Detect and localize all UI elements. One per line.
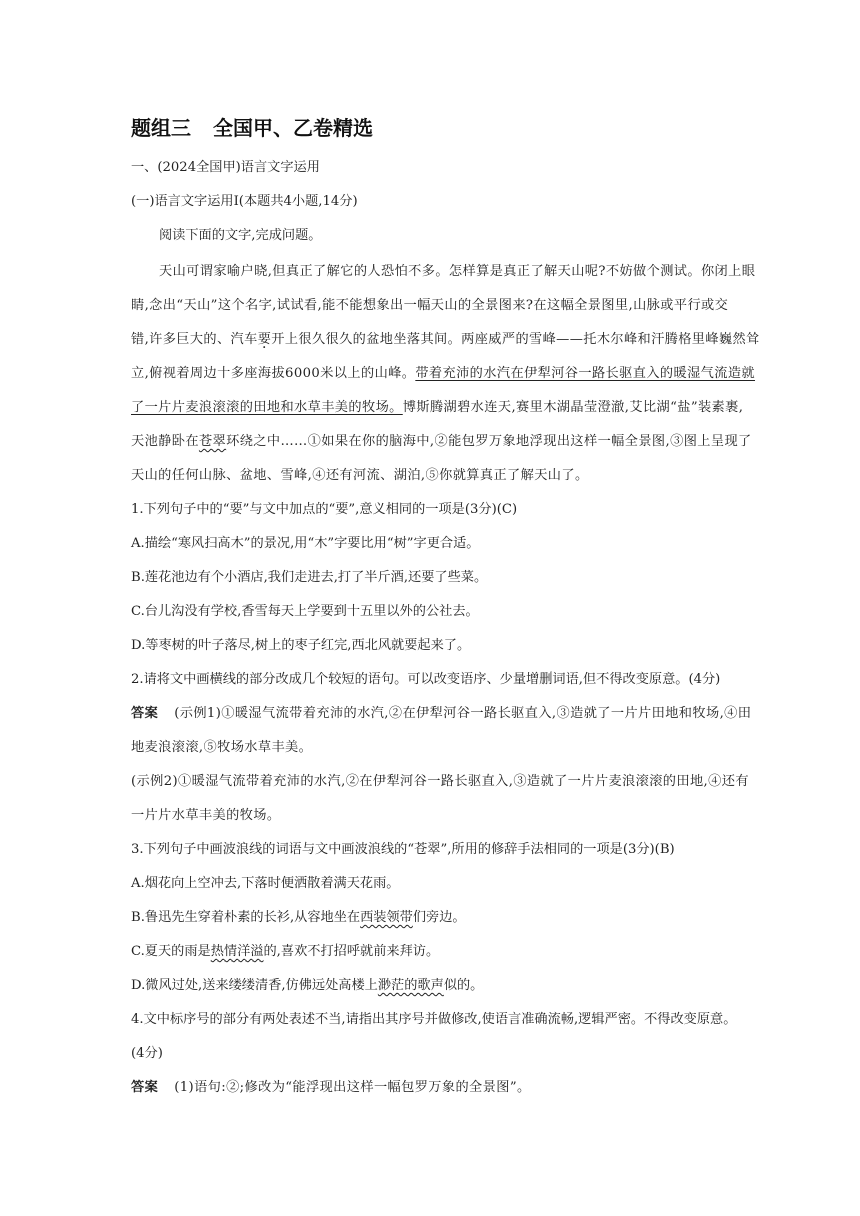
passage-text: 环绕之中……①如果在你的脑海中,②能包罗万象地浮现出这样一幅全景图,③图上呈现了 (226, 434, 752, 449)
dotted-char: 要 (257, 332, 272, 347)
passage-line-2: 睛,念出“天山”这个名字,试试看,能不能想象出一幅天山的全景图来?在这幅全景图里,山脉或平行或交 (131, 298, 729, 313)
answer-label: 答案 (131, 1080, 159, 1095)
option-text: 们旁边。 (412, 910, 466, 925)
option-text: 的,喜欢不打招呼就前来拜访。 (263, 944, 440, 959)
option-text: C.夏天的雨是 (131, 944, 211, 959)
question-1-stem: 1.下列句子中的“要”与文中加点的“要”,意义相同的一项是(3分)(C) (131, 502, 518, 517)
question-2-answer-line-3: (示例2)①暖湿气流带着充沛的水汽,②在伊犁河谷一路长驱直入,③造就了一片片麦浪滚滚的田地,④还有 (131, 774, 749, 789)
wavy-word: 渺茫的歌声 (377, 978, 444, 993)
title-topic: 全国甲、乙卷精选 (213, 116, 373, 140)
question-4-stem-line-2: (4分) (131, 1046, 163, 1061)
passage-text: 立,俯视着周边十多座海拔6000米以上的山峰。 (131, 366, 416, 381)
option-text: 似的。 (443, 978, 484, 993)
wavy-word: 热情洋溢 (210, 944, 264, 959)
passage-line-6 (131, 432, 752, 452)
question-1-option-d: D.等枣树的叶子落尽,树上的枣子红完,西北风就要起来了。 (131, 638, 471, 653)
passage-line-3 (131, 330, 760, 350)
passage-text: 开上很久很久的盆地坐落其间。两座威严的雪峰——托木尔峰和汗腾格里峰巍然耸 (271, 332, 760, 347)
question-1-option-c: C.台儿沟没有学校,香雪每天上学要到十五里以外的公社去。 (131, 604, 479, 619)
question-2-stem: 2.请将文中画横线的部分改成几个较短的语句。可以改变语序、少量增删词语,但不得改变原意。(4分) (131, 672, 721, 687)
question-3-stem: 3.下列句子中画波浪线的词语与文中画波浪线的“苍翠”,所用的修辞手法相同的一项是(3分)(B) (131, 842, 675, 857)
question-3-option-b (131, 908, 466, 928)
passage-text: 博斯腾湖碧水连天,赛里木湖晶莹澄澈,艾比湖“盐”装素裹, (402, 400, 744, 415)
passage-line-1: 天山可谓家喻户晓,但真正了解它的人恐怕不多。怎样算是真正了解天山呢?不妨做个测试。你闭上眼 (159, 264, 756, 279)
passage-line-4 (131, 364, 755, 384)
subsection-heading: (一)语言文字运用Ⅰ(本题共4小题,14分) (131, 194, 358, 209)
instruction: 阅读下面的文字,完成问题。 (159, 228, 322, 243)
question-4-answer (131, 1078, 531, 1098)
question-2-answer-line-1 (131, 704, 751, 724)
wavy-word: 苍翠 (198, 434, 227, 449)
question-4-stem-line-1: 4.文中标序号的部分有两处表述不当,请指出其序号并做修改,使语言准确流畅,逻辑严密。不得改变原意。 (131, 1012, 737, 1027)
section-heading: 一、(2024全国甲)语言文字运用 (131, 160, 320, 175)
title-group-label: 题组三 (131, 116, 191, 140)
passage-line-7: 天山的任何山脉、盆地、雪峰,④还有河流、湖泊,⑤你就算真正了解天山了。 (131, 468, 589, 483)
passage-line-5 (131, 398, 743, 418)
question-3-option-c (131, 942, 439, 962)
question-3-option-a: A.烟花向上空冲去,下落时便洒散着满天花雨。 (131, 876, 400, 891)
question-3-option-d (131, 976, 483, 996)
answer-text: (1)语句:②;修改为“能浮现出这样一幅包罗万象的全景图”。 (174, 1080, 531, 1095)
passage-text: 天池静卧在 (131, 434, 199, 449)
question-1-option-b: B.莲花池边有个小酒店,我们走进去,打了半斤酒,还要了些菜。 (131, 570, 488, 585)
answer-label: 答案 (131, 706, 159, 721)
option-text: D.微风过处,送来缕缕清香,仿佛远处高楼上 (131, 978, 378, 993)
underlined-sentence: 了一片片麦浪滚滚的田地和水草丰美的牧场。 (131, 400, 403, 415)
answer-text: (示例1)①暖湿气流带着充沛的水汽,②在伊犁河谷一路长驱直入,③造就了一片片田地和牧场,④田 (174, 706, 752, 721)
page-title (131, 115, 373, 141)
wavy-word: 西装领带 (360, 910, 413, 925)
question-2-answer-line-4: 一片片水草丰美的牧场。 (131, 808, 281, 823)
question-2-answer-line-2: 地麦浪滚滚,⑤牧场水草丰美。 (131, 740, 313, 755)
underlined-sentence: 带着充沛的水汽在伊犁河谷一路长驱直入的暖湿气流造就 (415, 366, 756, 381)
passage-text: 错,许多巨大的、汽车 (131, 332, 258, 347)
question-1-option-a: A.描绘“寒风扫高木”的景况,用“木”字要比用“树”字更合适。 (131, 536, 480, 551)
option-text: B.鲁迅先生穿着朴素的长衫,从容地坐在 (131, 910, 361, 925)
